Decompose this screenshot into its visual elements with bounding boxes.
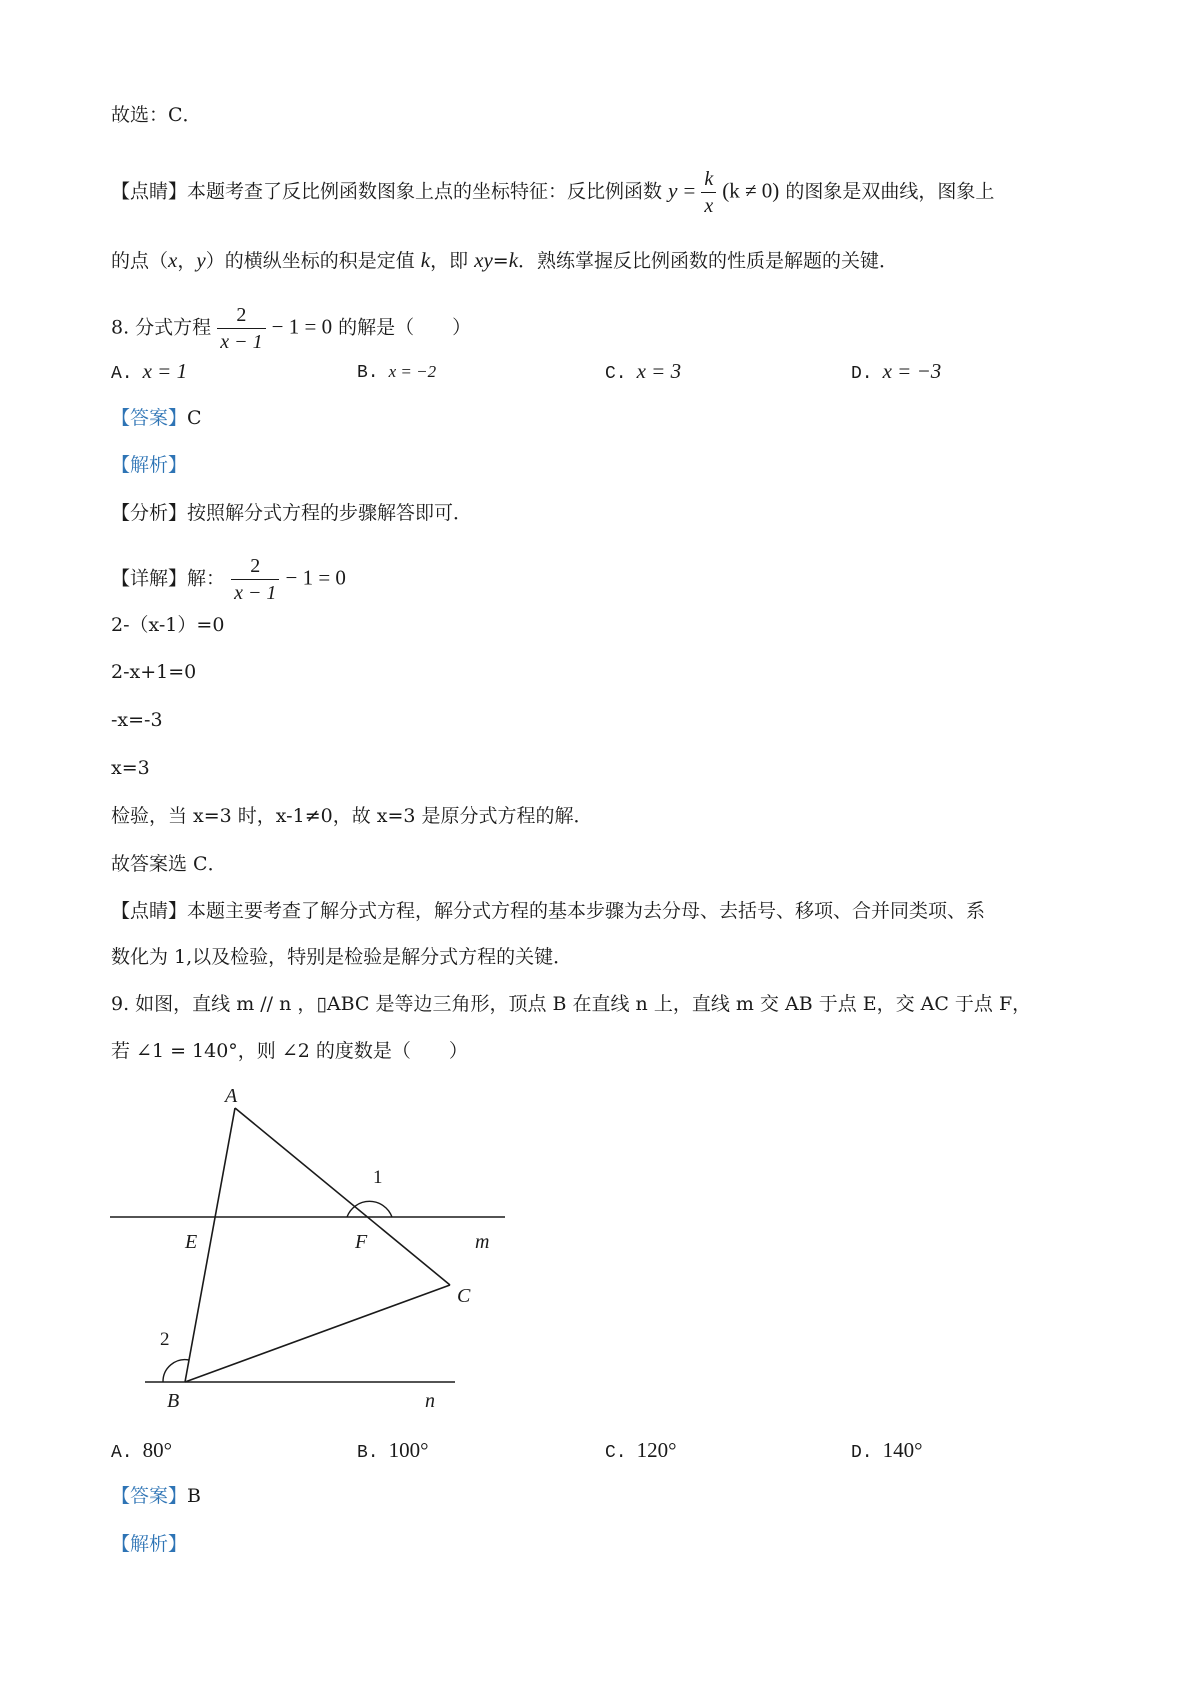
q8-xiangjie <box>111 555 346 604</box>
equals-sign: = <box>492 250 509 272</box>
option-value: 80° <box>142 1438 173 1462</box>
side-bc <box>185 1285 450 1382</box>
question-9-line-2: 若 ∠1 = 140°，则 ∠2 的度数是（ ） <box>111 1040 468 1062</box>
dianjing-line-2 <box>111 247 898 274</box>
text-seg: ，即 <box>430 250 469 272</box>
dianjing-text-a: 【点睛】本题考查了反比例函数图象上点的坐标特征：反比例函数 <box>111 180 663 203</box>
option-value: x = −3 <box>882 359 942 383</box>
k-var: k <box>420 248 431 272</box>
label-A: A <box>225 1085 238 1107</box>
conclusion-line: 故选：C． <box>111 104 202 126</box>
q8-option-d <box>851 358 941 387</box>
angle-1-arc <box>347 1201 392 1217</box>
option-value: x = −2 <box>388 362 437 381</box>
option-tag: C. <box>605 364 627 384</box>
q8-fraction <box>217 304 265 353</box>
dianjing-text-b: 的图象是双曲线，图象上 <box>785 180 995 203</box>
q9-option-d <box>851 1437 923 1466</box>
option-tag: D. <box>851 1443 873 1463</box>
condition: (k ≠ 0) <box>722 178 780 203</box>
q8-option-b <box>357 358 436 386</box>
step-3: -x=-3 <box>111 709 163 731</box>
option-value: x = 3 <box>636 359 682 383</box>
label-C: C <box>457 1285 471 1307</box>
xiangjie-fraction <box>231 555 279 604</box>
q8-analysis-tag: 【解析】 <box>111 454 188 476</box>
fraction-denominator: x − 1 <box>234 582 277 604</box>
q9-option-b <box>357 1437 429 1466</box>
xiangjie-tag: 【详解】解： <box>111 567 226 590</box>
q8-answer <box>111 405 202 431</box>
step-2: 2-x+1=0 <box>111 661 197 683</box>
fraction-denominator: x − 1 <box>220 331 263 353</box>
y-var: y <box>668 178 678 203</box>
option-tag: D. <box>851 364 873 384</box>
q8-option-a <box>111 358 187 387</box>
label-angle-1: 1 <box>373 1167 383 1188</box>
dianjing-q8-1: 【点睛】本题主要考查了解分式方程，解分式方程的基本步骤为去分母、去括号、移项、合并同类项、系 <box>111 900 986 922</box>
label-m: m <box>475 1231 490 1253</box>
q9-lead: 9. 如图，直线 m // n ， <box>111 993 317 1015</box>
side-ac <box>235 1108 450 1285</box>
equals-sign: = <box>683 178 696 203</box>
equation-tail: − 1 = 0 <box>285 565 346 590</box>
option-tag: A. <box>111 364 133 384</box>
fraction-denominator: x <box>704 195 714 217</box>
q9-option-a <box>111 1437 172 1466</box>
option-value: x = 1 <box>142 359 188 383</box>
q9-body: ABC 是等边三角形，顶点 B 在直线 n 上，直线 m 交 AB 于点 E，交 AC 于点 F， <box>326 993 1032 1015</box>
question-8-lead: 8. 分式方程 <box>111 316 212 339</box>
answer-value: B <box>187 1485 201 1507</box>
dianjing-q8-2: 数化为 1,以及检验，特别是检验是解分式方程的关键． <box>111 946 573 968</box>
option-value: 140° <box>882 1438 923 1462</box>
geometry-figure <box>105 1080 525 1420</box>
label-E: E <box>185 1231 198 1253</box>
step-4: x=3 <box>111 757 150 779</box>
fraction-numerator: 2 <box>250 555 261 577</box>
option-tag: B. <box>357 363 379 383</box>
check-line: 检验，当 x=3 时，x-1≠0，故 x=3 是原分式方程的解． <box>111 805 593 827</box>
q9-option-c <box>605 1437 677 1466</box>
equation-tail: − 1 = 0 <box>271 314 333 339</box>
text-seg: ）的横纵坐标的积是定值 <box>205 250 415 272</box>
q8-fenxi: 【分析】按照解分式方程的步骤解答即可． <box>111 502 473 524</box>
text-seg: ， <box>177 250 197 272</box>
text-seg: 的点（ <box>111 250 169 272</box>
label-angle-2: 2 <box>160 1329 170 1350</box>
answer-tag: 【答案】 <box>111 407 188 429</box>
q8-option-c <box>605 358 681 387</box>
question-9-line-1 <box>111 991 1031 1017</box>
triangle-symbol: ▯ <box>316 993 327 1015</box>
label-n: n <box>425 1390 435 1412</box>
step-1: 2-（x-1）=0 <box>111 614 225 636</box>
label-B: B <box>167 1390 180 1412</box>
answer-value: C <box>187 407 202 429</box>
x-var: x <box>168 248 178 272</box>
text-seg: ．熟练掌握反比例函数的性质是解题的关键． <box>518 250 899 272</box>
q9-analysis-tag: 【解析】 <box>111 1533 188 1555</box>
answer-tag: 【答案】 <box>111 1485 188 1507</box>
option-value: 100° <box>388 1438 429 1462</box>
xy-var: xy <box>474 248 493 272</box>
fraction-numerator: 2 <box>236 304 247 326</box>
option-tag: B. <box>357 1443 379 1463</box>
fraction-numerator: k <box>704 168 714 190</box>
k-var: k <box>508 248 519 272</box>
option-tag: C. <box>605 1443 627 1463</box>
question-8 <box>111 304 471 353</box>
option-value: 120° <box>636 1438 677 1462</box>
dianjing-line-1 <box>111 168 994 217</box>
question-8-end: 的解是（ ） <box>338 316 472 339</box>
k-over-x-fraction <box>701 168 716 217</box>
label-F: F <box>355 1231 368 1253</box>
final-answer-line: 故答案选 C． <box>111 853 227 875</box>
y-var: y <box>196 248 206 272</box>
q9-answer <box>111 1483 201 1509</box>
option-tag: A. <box>111 1443 133 1463</box>
